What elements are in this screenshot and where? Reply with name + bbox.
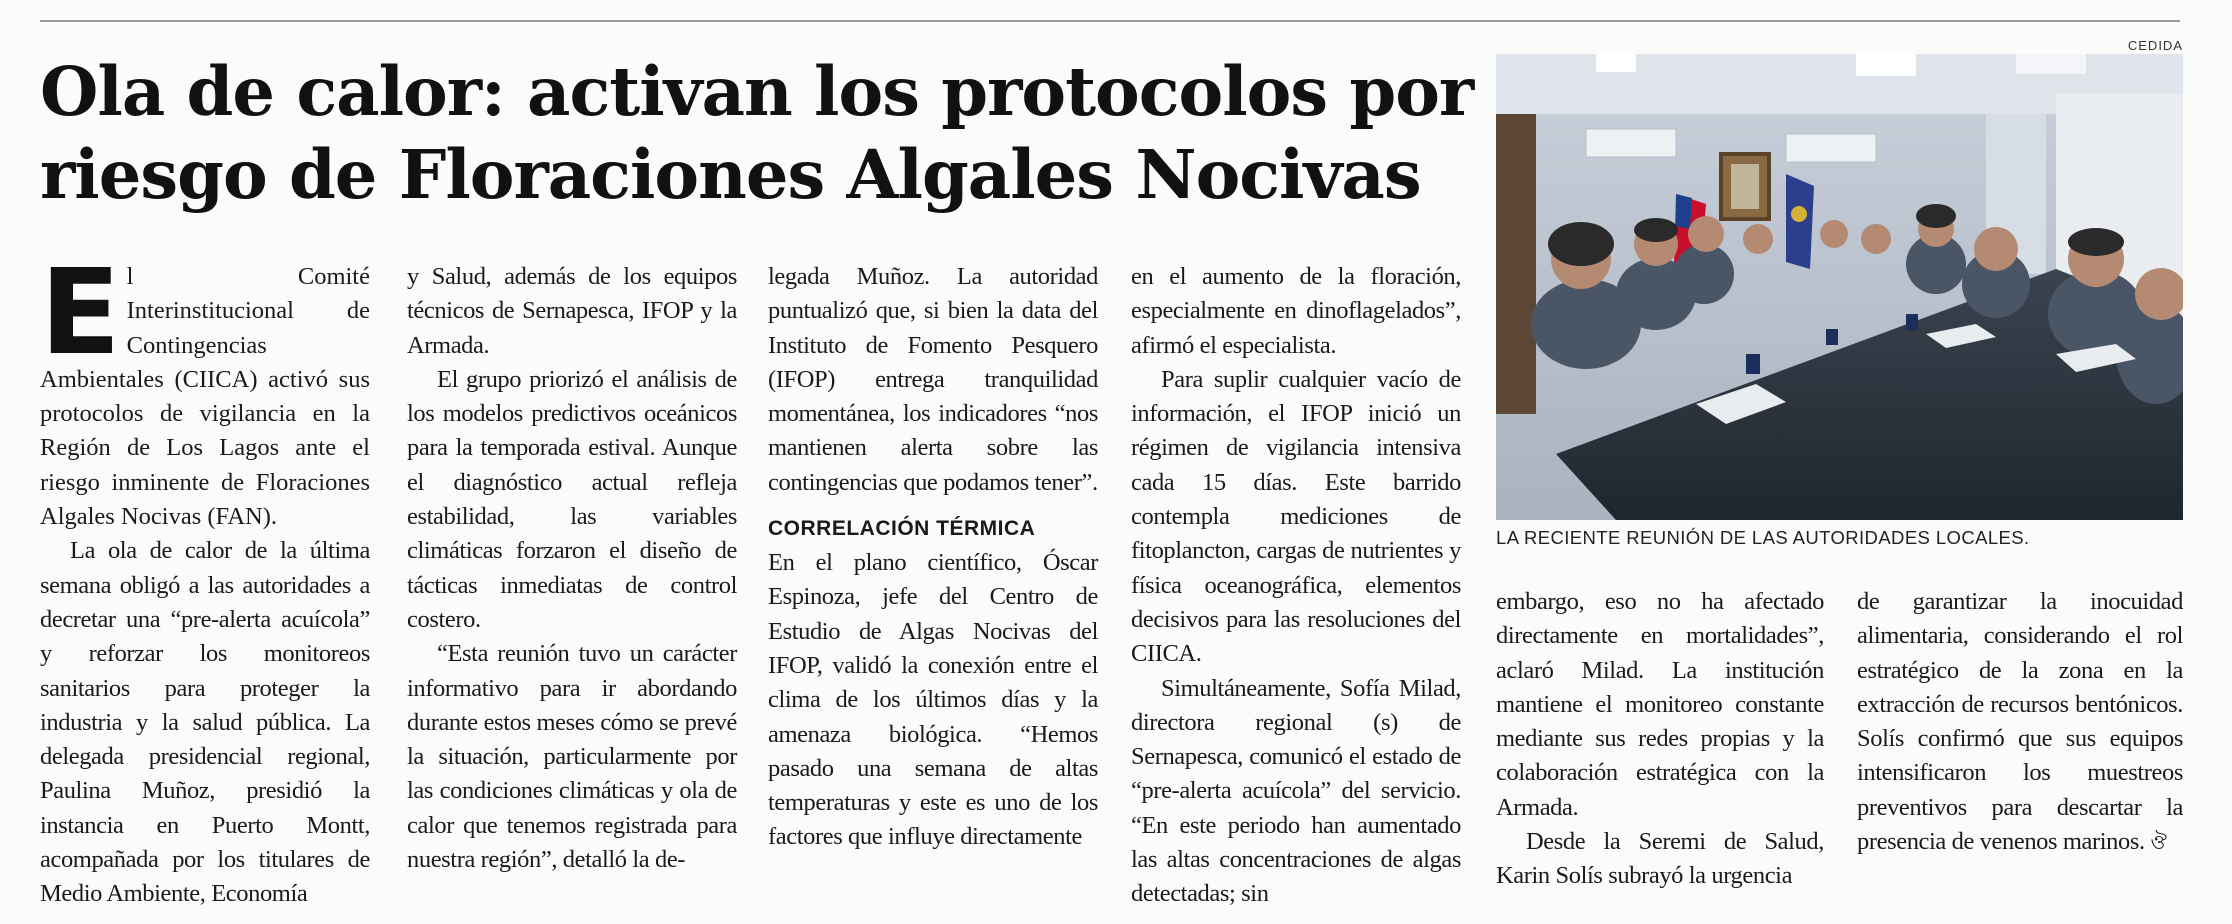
closing-text: de garantizar la inocuidad alimentaria, considerando el rol estratégico de la zona en la extracción de recursos bentónicos. Solís confirmó que sus equipos intensificaron los muestreos preventivos para descartar la presencia de venenos marinos.	[1857, 588, 2183, 856]
paragraph: La ola de calor de la última semana obligó a las autoridades a decretar una “pre-alerta acuícola” y reforzar los monitoreos sanitarios para proteger la industria y la salud pública. La delegada presidencial regional, Paulina Muñoz, presidió la instancia en Puerto Montt, acompañada por los titulares de Medio Ambiente, Economía	[40, 537, 370, 908]
paragraph: Desde la Seremi de Salud, Karin Solís subrayó la urgencia	[1496, 828, 1824, 890]
section-subhead: CORRELACIÓN TÉRMICA	[768, 517, 1036, 541]
article-column-5	[1496, 585, 1824, 894]
photo-caption: LA RECIENTE REUNIÓN DE LAS AUTORIDADES LOCALES.	[1496, 527, 2030, 548]
top-rule	[40, 20, 2180, 22]
drop-cap: E	[40, 243, 121, 381]
article-column-1	[40, 243, 370, 912]
paragraph: Simultáneamente, Sofía Milad, directora regional (s) de Sernapesca, comunicó el estado de “pre-alerta acuícola” del servicio. “En este periodo han aumentado las altas concentraciones de algas detectadas; sin	[1131, 674, 1461, 908]
paragraph: embargo, eso no ha afectado directamente en mortalidades”, aclaró Milad. La institución mantiene el monitoreo constante mediante sus redes propias y la colaboración estratégica con la Armada.	[1496, 588, 1824, 821]
paragraph: El grupo priorizó el análisis de los modelos predictivos oceánicos para la temporada estival. Aunque el diagnóstico actual refleja estabilidad, las variables climáticas forzaron el diseño de tácticas inmediatas de control costero.	[407, 365, 737, 633]
paragraph: y Salud, además de los equipos técnicos de Sernapesca, IFOP y la Armada.	[407, 263, 737, 359]
paragraph: En el plano científico, Óscar Espinoza, jefe del Centro de Estudio de Algas Nocivas del IFOP, validó la conexión entre el clima de los últimos días y la amenaza biológica. “Hemos pasado una semana de altas temperaturas y este es uno de los factores que influye directamente	[768, 549, 1098, 851]
meeting-photo-illustration	[1496, 54, 2183, 520]
paragraph: “Esta reunión tuvo un carácter informativo para ir abordando durante estos meses cómo se prevé la situación, particularmente por las condiciones climáticas y ola de calor que tenemos registrada para nuestra región”, detalló la de-	[407, 640, 737, 874]
paragraph: legada Muñoz. La autoridad puntualizó que, si bien la data del Instituto de Fomento Pesquero (IFOP) entrega tranquilidad momentánea, los indicadores “nos mantienen alerta sobre las contingencias que podamos tener”.	[768, 263, 1098, 496]
lead-text: l Comité Interinstitucional de Contingencias Ambientales (CIICA) activó sus protocolos de vigilancia en la Región de Los Lagos ante el riesgo inminente de Floraciones Algales Nocivas (FAN).	[40, 263, 370, 531]
photo-credit: CEDIDA	[2127, 38, 2183, 53]
headline: Ola de calor: activan los protocolos por riesgo de Floraciones Algales Nocivas	[40, 52, 1474, 214]
end-mark-icon: ঔ	[2150, 830, 2167, 855]
meeting-photo	[1496, 54, 2183, 520]
lead-paragraph	[40, 243, 370, 534]
article-column-4	[1131, 260, 1461, 912]
article-column-6	[1857, 585, 2183, 859]
article-column-2	[407, 260, 737, 877]
paragraph: en el aumento de la floración, especialmente en dinoflagelados”, afirmó el especialista.	[1131, 263, 1461, 359]
article-column-3	[768, 260, 1098, 855]
paragraph	[1857, 585, 2183, 859]
paragraph: Para suplir cualquier vacío de información, el IFOP inició un régimen de vigilancia intensiva cada 15 días. Este barrido contempla mediciones de fitoplancton, cargas de nutrientes y física oceanográfica, elementos decisivos para las resoluciones del CIICA.	[1131, 365, 1461, 668]
